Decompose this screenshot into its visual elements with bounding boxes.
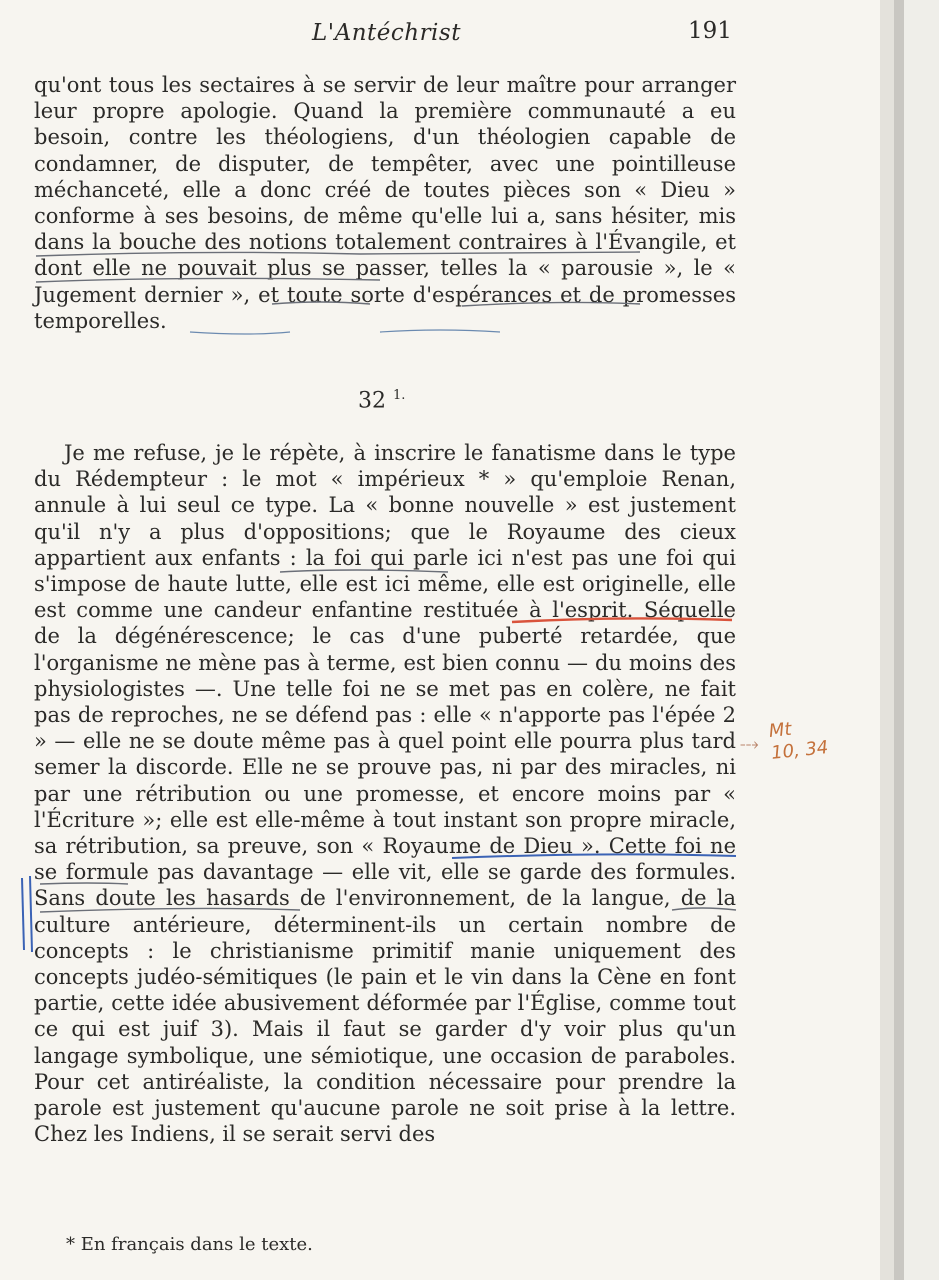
handwritten-margin-note bbox=[768, 715, 830, 765]
page-edge bbox=[880, 0, 894, 1280]
page-number: 191 bbox=[688, 18, 732, 44]
margin-note-line1: Mt bbox=[767, 718, 793, 742]
section-heading bbox=[358, 388, 405, 413]
binding-shadow bbox=[894, 0, 904, 1280]
margin-note-line2: 10, 34 bbox=[770, 737, 830, 764]
running-title: L'Antéchrist bbox=[312, 20, 461, 46]
footnote: * En français dans le texte. bbox=[66, 1234, 313, 1255]
paragraph-top: qu'ont tous les sectaires à se servir de leur maître pour arranger leur propre apologie. Quand la première communauté a eu besoin, contre les théologiens, d'un théologien capable de condamner, de disputer, de tempêter, avec une pointilleuse méchanceté, elle a donc créé de toutes pièces son « Dieu » conforme à ses besoins, de même qu'elle lui a, sans hésiter, mis dans la bouche des notions totalement contraires à l'Évangile, et dont elle ne pouvait plus se passer, telles la « parousie », le « Jugement dernier », et toute sorte d'espérances et de promesses temporelles. bbox=[34, 73, 736, 333]
scan-margin bbox=[904, 0, 939, 1280]
margin-arrow-icon: ⤏ bbox=[740, 734, 759, 755]
section-footnote-ref: 1. bbox=[393, 388, 406, 403]
section-number: 32 bbox=[358, 388, 386, 414]
paragraph-main: Je me refuse, je le répète, à inscrire le fanatisme dans le type du Rédempteur : le mot « impérieux * » qu'emploie Renan, annule à lui seul ce type. La « bonne nouvelle » est justement qu'il n'y a plus d'oppositions; que le Royaume des cieux appartient aux enfants : la foi qui parle ici n'est pas une foi qui s'impose de haute lutte, elle est ici même, elle est originelle, elle est comme une candeur enfantine restituée à l'esprit. Séquelle de la dégénérescence; le cas d'une puberté retardée, que l'organisme ne mène pas à terme, est bien connu — du moins des physiologistes —. Une telle foi ne se met pas en colère, ne fait pas de reproches, ne se défend pas : elle « n'apporte pas l'épée 2 » — elle ne se doute même pas à quel point elle pourra plus tard semer la discorde. Elle ne se prouve pas, ni par des miracles, ni par une rétribution ou une promesse, et encore moins par « l'Écriture »; elle est elle-même à tout instant son propre miracle, sa rétribution, sa preuve, son « Royaume de Dieu ». Cette foi ne se formule pas davantage — elle vit, elle se garde des formules. Sans doute les hasards de l'environnement, de la langue, de la culture antérieure, déterminent-ils un certain nombre de concepts : le christianisme primitif manie uniquement des concepts judéo-sémitiques (le pain et le vin dans la Cène en font partie, cette idée abusivement déformée par l'Église, comme tout ce qui est juif 3). Mais il faut se garder d'y voir plus qu'un langage symbolique, une sémiotique, une occasion de paraboles. Pour cet antiréaliste, la condition nécessaire pour prendre la parole est justement qu'aucune parole ne soit prise à la lettre. Chez les Indiens, il se serait servi des bbox=[34, 441, 736, 1147]
